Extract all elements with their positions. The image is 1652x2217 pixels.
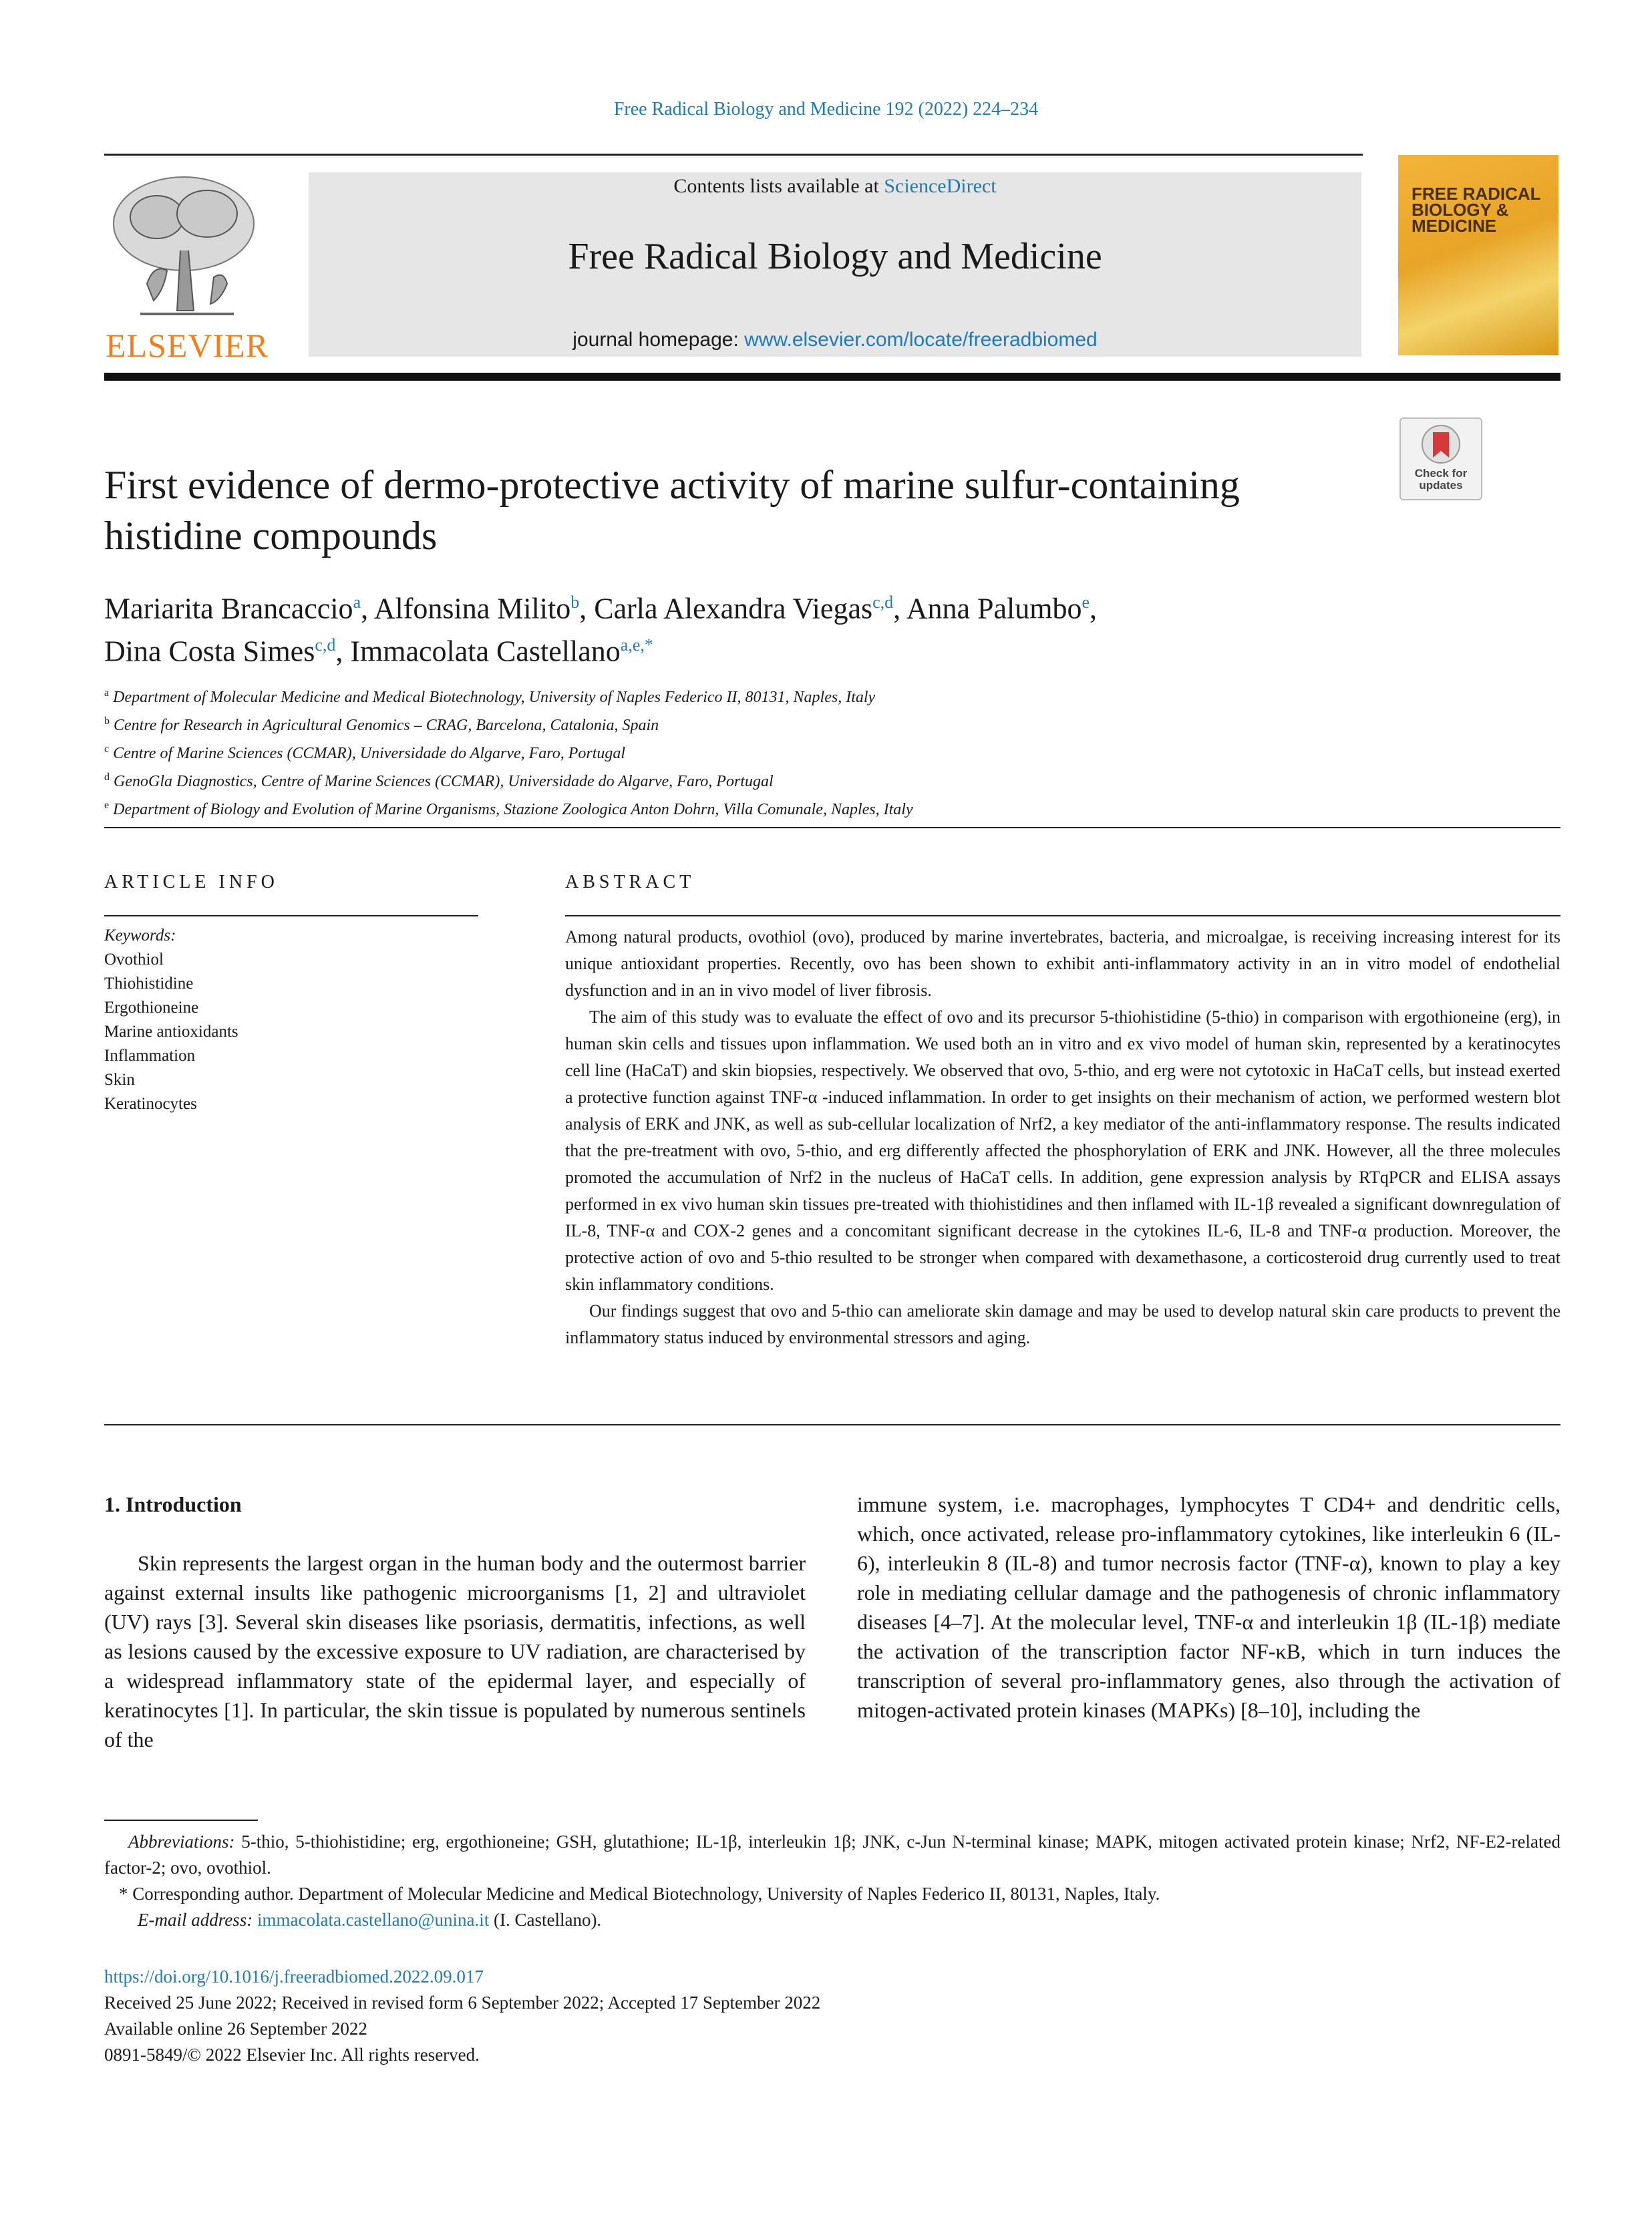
corresponding-author-note: * Corresponding author. Department of Molecular Medicine and Medical Biotechnology, University of Naples Federico II, 80131, Naples, Italy. (119, 1884, 1160, 1904)
received-dates: Received 25 June 2022; Received in revised form 6 September 2022; Accepted 17 September 2022 (104, 1993, 821, 2013)
affiliation-text: Department of Biology and Evolution of Marine Organisms, Stazione Zoologica Anton Dohrn, Villa Comunale, Naples, Italy (113, 801, 913, 818)
article-info-heading: ARTICLE INFO (104, 872, 279, 892)
footnote-rule (104, 1820, 258, 1821)
author-list (104, 584, 1373, 669)
available-online: Available online 26 September 2022 (104, 2019, 367, 2039)
homepage-line (309, 329, 1361, 351)
author-affil-sup[interactable]: b (570, 592, 580, 612)
abbreviations-text: 5-thio, 5-thiohistidine; erg, ergothioneine; GSH, glutathione; IL-1β, interleukin 1β; JNK, c-Jun N-terminal kinase; MAPK, mitogen activated protein kinase; Nrf2, NF-E2-related factor-2; ovo, ovothiol. (104, 1832, 1560, 1878)
affiliation-sup: a (104, 687, 110, 699)
author-name: Carla Alexandra Viegas (594, 592, 873, 625)
article-title: First evidence of dermo-protective activity of marine sulfur-containing histidine compounds (104, 463, 1240, 558)
author-affil-sup[interactable]: c,d (872, 592, 894, 612)
email-suffix: (I. Castellano). (489, 1910, 602, 1930)
header-thick-rule (104, 373, 1560, 381)
abbreviations-note (104, 1829, 1560, 1881)
abstract-end-rule (104, 1424, 1560, 1425)
abbreviations-label: Abbreviations: (128, 1832, 235, 1852)
keyword-item: Ovothiol (104, 951, 164, 969)
author-name: Anna Palumbo (906, 592, 1082, 625)
homepage-prefix: journal homepage: (572, 329, 745, 351)
running-head[interactable]: Free Radical Biology and Medicine 192 (2022) 224–234 (613, 99, 1039, 120)
keywords-block (104, 924, 478, 1116)
journal-cover-title: FREE RADICAL BIOLOGY & MEDICINE (1412, 184, 1541, 236)
author-sep: , (1090, 592, 1098, 625)
keyword-item: Ergothioneine (104, 999, 199, 1017)
abstract-body (565, 924, 1560, 1351)
affiliation-text: GenoGla Diagnostics, Centre of Marine Sciences (CCMAR), Universidade do Algarve, Faro, Portugal (114, 773, 774, 790)
keyword-item: Inflammation (104, 1047, 196, 1065)
publication-info (104, 1964, 1560, 2068)
keyword-item: Marine antioxidants (104, 1023, 238, 1041)
doi-link[interactable]: https://doi.org/10.1016/j.freeradbiomed.2022.09.017 (104, 1967, 484, 1987)
author-sep: , (361, 592, 374, 625)
affiliation-item (104, 765, 1373, 794)
affiliation-sup: c (104, 743, 110, 755)
elsevier-wordmark: ELSEVIER (105, 327, 269, 364)
copyright-line: 0891-5849/© 2022 Elsevier Inc. All rights reserved. (104, 2045, 480, 2065)
author-sep: , (893, 592, 906, 625)
abstract-heading: ABSTRACT (565, 872, 695, 892)
footnotes (104, 1829, 1560, 1933)
email-label: E-mail address: (138, 1910, 253, 1930)
author-name: Immacolata Castellano (350, 635, 621, 668)
contents-line (309, 175, 1361, 198)
email-link[interactable]: immacolata.castellano@unina.it (257, 1910, 490, 1930)
author-affil-sup[interactable]: e (1082, 592, 1090, 612)
affiliation-text: Centre for Research in Agricultural Genomics – CRAG, Barcelona, Catalonia, Spain (114, 717, 659, 734)
abstract-paragraph: Our findings suggest that ovo and 5-thio can ameliorate skin damage and may be used to develop natural skin care products to prevent the inflammatory status induced by environmental stressors and aging. (565, 1301, 1560, 1347)
header-rule (104, 154, 1363, 156)
affiliation-sup: d (104, 772, 110, 783)
keywords-label: Keywords: (104, 926, 176, 945)
homepage-link[interactable]: www.elsevier.com/locate/freeradbiomed (744, 329, 1098, 351)
body-right-column (857, 1490, 1560, 1725)
affiliation-item (104, 709, 1373, 737)
article-info-rule (104, 915, 478, 916)
affiliation-item (104, 681, 1373, 709)
body-left-column (104, 1490, 806, 1754)
author-name: Dina Costa Simes (104, 635, 315, 668)
intro-paragraph: Skin represents the largest organ in the human body and the outermost barrier against external insults like pathogenic microorganisms [1, 2] and ultraviolet (UV) rays [3]. Several skin diseases like psoriasis, dermatitis, infections, as well as lesions caused by the excessive exposure to UV radiation, are characterised by a widespread inflammatory state of the epidermal layer, and especially of keratinocytes [1]. In particular, the skin tissue is populated by numerous sentinels of the (104, 1551, 806, 1751)
author-name: Mariarita Brancaccio (104, 592, 353, 625)
affiliation-list (104, 681, 1373, 822)
author-name: Alfonsina Milito (373, 592, 571, 625)
email-note (104, 1907, 1560, 1933)
contents-prefix: Contents lists available at (673, 175, 884, 197)
sciencedirect-link[interactable]: ScienceDirect (884, 175, 997, 197)
affiliation-sup: b (104, 715, 110, 727)
author-affil-sup[interactable]: c,d (315, 635, 336, 655)
keyword-item: Keratinocytes (104, 1095, 197, 1113)
author-affil-sup[interactable]: a (353, 592, 361, 612)
author-affil-sup[interactable]: a,e,* (620, 635, 653, 655)
affiliation-text: Centre of Marine Sciences (CCMAR), Universidade do Algarve, Faro, Portugal (113, 745, 626, 762)
bookmark-icon (1401, 419, 1481, 472)
keyword-item: Thiohistidine (104, 975, 194, 993)
section-heading-introduction: 1. Introduction (104, 1492, 242, 1516)
affiliation-item (104, 794, 1373, 822)
journal-title: Free Radical Biology and Medicine (568, 236, 1102, 277)
check-for-updates-label: Check for updates (1414, 467, 1468, 492)
author-sep: , (579, 592, 595, 625)
author-sep: , (335, 635, 351, 668)
affiliation-sup: e (104, 800, 110, 811)
abstract-paragraph: The aim of this study was to evaluate the effect of ovo and its precursor 5-thiohistidine (5-thio) in comparison with ergothioneine (erg), in human skin cells and tissues upon inflammation. We used both an in vitro and ex vivo model of human skin, represented by a keratinocytes cell line (HaCaT) and skin biopsies, respectively. We observed that ovo, 5-thio, and erg were not cytotoxic in HaCaT cells, but instead exerted a protective function against TNF-α -induced inflammation. In order to get insights on their mechanism of action, we performed western blot analysis of ERK and JNK, as well as sub-cellular localization of Nrf2, a key mediator of the anti-inflammatory response. The results indicated that the pre-treatment with ovo, 5-thio, and erg differently affected the phosphorylation of ERK and JNK. However, all the three molecules promoted the accumulation of Nrf2 in the nucleus of HaCaT cells. In addition, gene expression analysis by RTqPCR and ELISA assays performed in ex vivo human skin tissues pre-treated with thiohistidines and then inflamed with IL-1β revealed a significant downregulation of IL-8, TNF-α and COX-2 genes and a concomitant significant decrease in the cytokines IL-6, IL-8 and TNF-α production. Moreover, the protective action of ovo and 5-thio resulted to be stronger when compared with dexamethasone, a corticosteroid drug currently used to treat skin inflammatory conditions. (565, 1007, 1560, 1294)
abstract-rule (565, 915, 1560, 916)
affiliation-item (104, 737, 1373, 765)
intro-paragraph-continued: immune system, i.e. macrophages, lymphocytes T CD4+ and dendritic cells, which, once activated, release pro-inflammatory cytokines, like interleukin 6 (IL-6), interleukin 8 (IL-8) and tumor necrosis factor (TNF-α), known to play a key role in mediating cellular damage and the pathogenesis of chronic inflammatory diseases [4–7]. At the molecular level, TNF-α and interleukin 1β (IL-1β) mediate the activation of the transcription factor NF-κB, which in turn induces the transcription of several pro-inflammatory genes, also through the activation of mitogen-activated protein kinases (MAPKs) [8–10], including the (857, 1492, 1560, 1722)
keyword-item: Skin (104, 1071, 135, 1089)
affiliation-text: Department of Molecular Medicine and Medical Biotechnology, University of Naples Federico II, 80131, Naples, Italy (113, 689, 876, 706)
abstract-paragraph: Among natural products, ovothiol (ovo), produced by marine invertebrates, bacteria, and microalgae, is receiving increasing interest for its unique antioxidant properties. Recently, ovo has been shown to exhibit anti-inflammatory activity in an in vitro model of endothelial dysfunction and in an in vivo model of liver fibrosis. (565, 927, 1560, 1000)
affiliation-rule (104, 827, 1560, 828)
